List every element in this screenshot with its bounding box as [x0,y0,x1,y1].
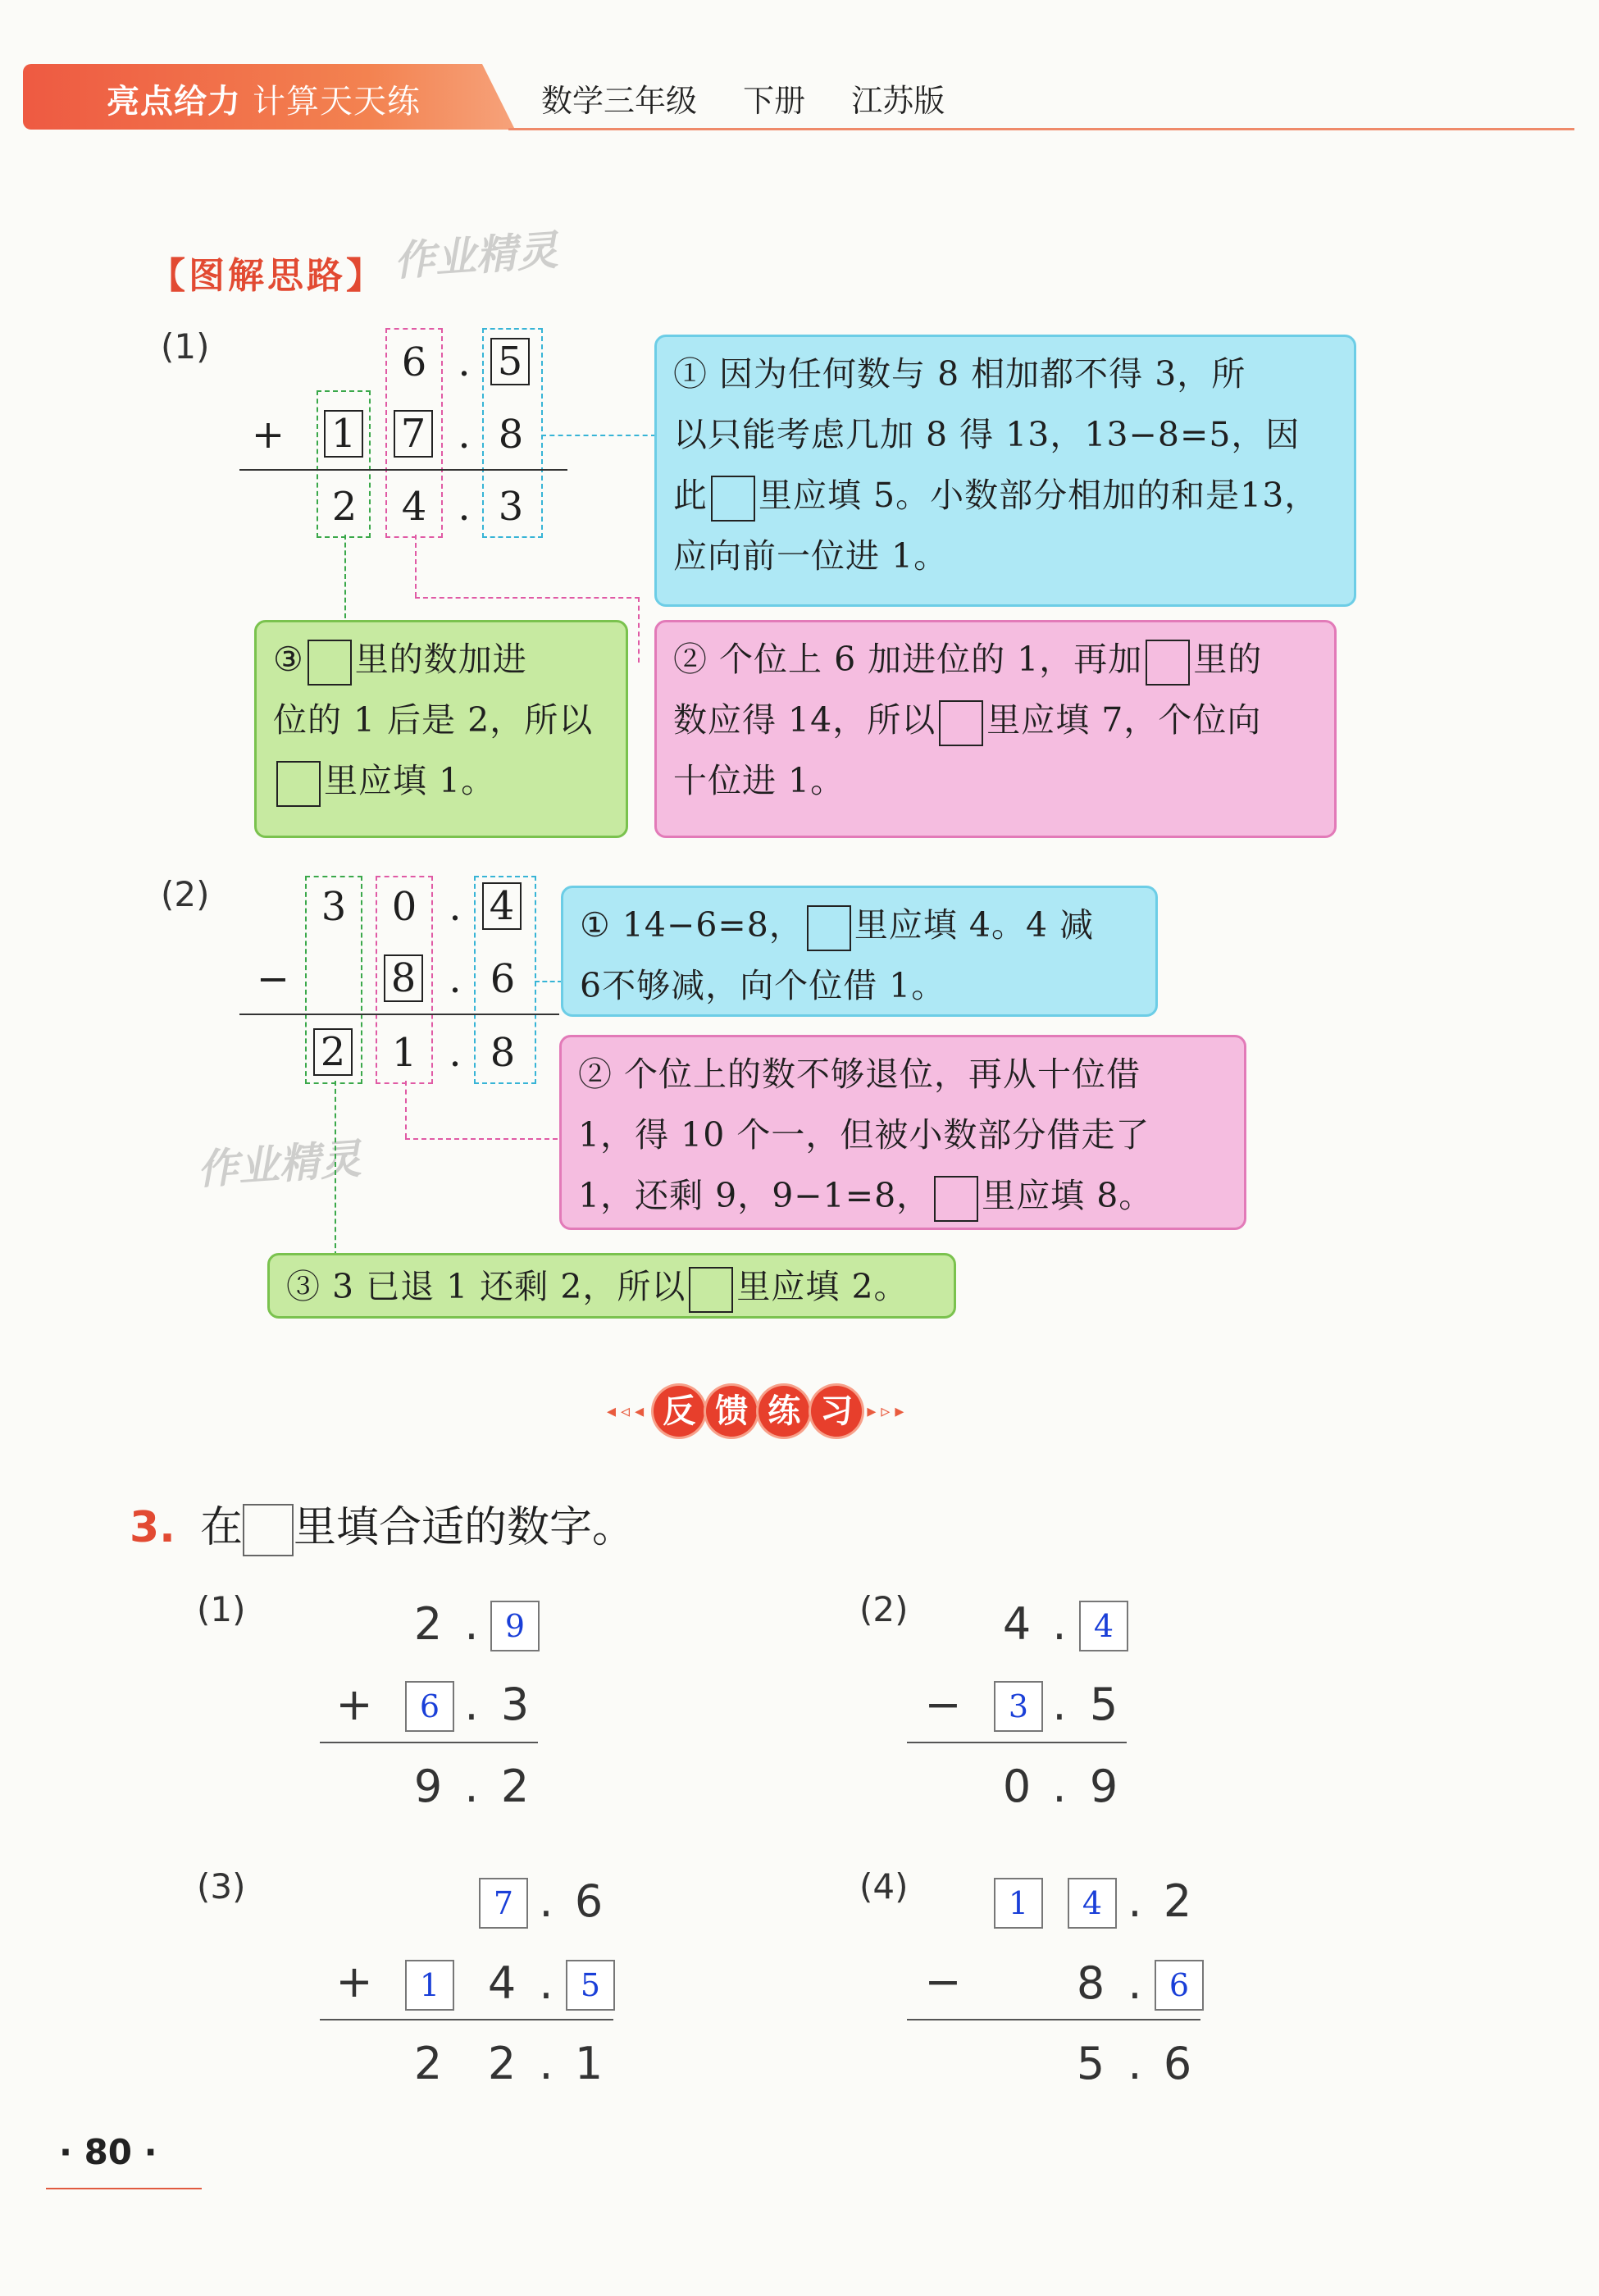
answer-box[interactable]: 1 [405,1960,454,2011]
feedback-banner [607,1386,909,1437]
decimal-point: . [539,1957,554,2009]
digit-box: 4 [482,882,522,930]
header-subject: 数学三年级 [541,83,698,119]
digit: 4 [401,484,427,530]
answer-box[interactable]: 4 [1079,1601,1128,1651]
blank-box [1146,640,1190,686]
digit: 6 [1163,2038,1192,2089]
digit: 9 [413,1761,443,1812]
sum-line [320,1742,538,1743]
digit-box: 1 [324,410,363,458]
hint-note-3: ③ 3 已退 1 还剩 2，所以 里应填 2。 [267,1253,956,1319]
decimal-point: . [464,1761,479,1812]
exercise-1-label: (1) [197,1589,246,1629]
answer-box[interactable]: 4 [1068,1878,1117,1929]
decimal-point: . [464,1679,479,1730]
decimal-point: . [539,2038,554,2089]
decimal-point: . [449,956,462,1002]
digit: 0 [1002,1761,1032,1812]
digit: 6 [490,956,516,1002]
digit: 1 [391,1030,417,1076]
connector [335,1081,336,1256]
exercise-3-label: (3) [197,1866,246,1906]
digit: 0 [391,884,417,930]
exercise-4-label: (4) [859,1866,909,1906]
digit: 4 [487,1957,517,2009]
hint-note-2: ② 个位上的数不够退位，再从十位借 1，得 10 个一，但被小数部分借走了 1，还剩 9，9−1=8， 里应填 8。 [559,1035,1246,1230]
blank-box [711,476,755,522]
blank-box [308,640,352,686]
digit: 3 [498,484,524,530]
digit: 2 [413,2038,443,2089]
feedback-char: 习 [811,1386,862,1437]
answer-box[interactable]: 3 [994,1681,1043,1732]
decimal-point: . [1052,1598,1067,1650]
blank-box [934,1176,978,1222]
decimal-point: . [1052,1679,1067,1730]
arrow-left-icon: ◂◃◂ [607,1401,649,1422]
difference-line [907,2019,1200,2020]
header-term: 下册 [743,83,806,119]
answer-box[interactable]: 6 [1155,1960,1204,2011]
header-info [541,75,981,121]
page-number-underline [46,2188,202,2189]
answer-box[interactable]: 6 [405,1681,454,1732]
decimal-point: . [1128,1875,1142,1927]
sum-line [239,469,567,471]
connector [415,597,640,599]
difference-line [907,1742,1127,1743]
connector [535,981,563,982]
digit: 5 [1089,1679,1118,1730]
hint-note-2: ② 个位上 6 加进位的 1，再加 里的 数应得 14，所以 里应填 7，个位向 十位进 1。 [654,620,1337,838]
problem-2-label: (2) [161,874,210,914]
digit-box: 5 [490,338,530,385]
decimal-point: . [458,412,471,458]
digit: 3 [500,1679,530,1730]
question-3: 3. 在 里填合适的数字。 [130,1492,635,1556]
header-edition: 江苏版 [851,83,945,119]
minus-sign: − [924,1956,962,2007]
decimal-point: . [464,1598,479,1650]
hint-note-3: ③ 里的数加进 位的 1 后是 2，所以 里应填 1。 [254,620,628,838]
connector [541,435,656,436]
exercise-2-label: (2) [859,1589,909,1629]
decimal-point: . [1052,1761,1067,1812]
watermark: 作业精灵 [392,226,560,285]
digit-box: 8 [384,954,423,1002]
digit: 5 [1076,2038,1105,2089]
answer-box[interactable]: 1 [994,1878,1043,1929]
digit: 8 [490,1030,516,1076]
connector [344,535,346,618]
connector [405,1138,558,1140]
answer-box[interactable]: 7 [479,1878,528,1929]
blank-box [807,905,851,951]
plus-sign: + [251,412,285,458]
blank-box [276,761,321,807]
page-number: · 80 · [59,2132,157,2172]
minus-sign: − [924,1679,962,1730]
feedback-char: 练 [758,1386,809,1437]
decimal-point: . [539,1875,554,1927]
digit: 2 [500,1761,530,1812]
digit-box: 7 [394,410,433,458]
hint-note-1: ① 因为任何数与 8 相加都不得 3，所 以只能考虑几加 8 得 13，13−8=5，因 此 里应填 5。小数部分相加的和是13， 应向前一位进 1。 [654,335,1356,607]
watermark: 作业精灵 [195,1135,363,1194]
hint-note-1: ① 14−6=8， 里应填 4。4 减 6不够减，向个位借 1。 [561,886,1158,1017]
header-brand: 亮点给力 计算天天练 [107,83,421,121]
plus-sign: + [335,1679,373,1730]
decimal-point: . [449,1030,462,1076]
digit: 2 [487,2038,517,2089]
decimal-point: . [1128,2038,1142,2089]
header-divider [508,128,1574,130]
digit: 1 [574,2038,604,2089]
answer-box[interactable]: 9 [490,1601,540,1651]
plus-sign: + [335,1956,373,2007]
digit: 2 [331,484,358,530]
blank-box [243,1504,294,1556]
decimal-point: . [458,339,471,385]
connector [415,535,417,597]
problem-1-label: (1) [161,326,210,367]
connector [405,1081,407,1138]
digit: 3 [321,884,347,930]
digit-box: 2 [313,1028,353,1076]
decimal-point: . [458,484,471,530]
decimal-point: . [1128,1957,1142,2009]
sum-line [320,2019,613,2020]
digit: 8 [498,412,524,458]
digit: 6 [401,339,427,385]
difference-line [239,1014,559,1015]
arrow-right-icon: ▸▹▸ [867,1401,909,1422]
feedback-char: 馈 [706,1386,757,1437]
digit: 2 [413,1598,443,1650]
minus-sign: − [256,956,290,1002]
blank-box [939,700,983,746]
digit: 6 [574,1875,604,1927]
connector [638,597,640,663]
decimal-point: . [449,884,462,930]
blank-box [689,1267,733,1313]
feedback-char: 反 [654,1386,704,1437]
digit: 2 [1163,1875,1192,1927]
digit: 8 [1076,1957,1105,2009]
answer-box[interactable]: 5 [566,1960,615,2011]
digit: 9 [1089,1761,1118,1812]
section-title: 【图解思路】 [149,255,385,297]
digit: 4 [1002,1598,1032,1650]
